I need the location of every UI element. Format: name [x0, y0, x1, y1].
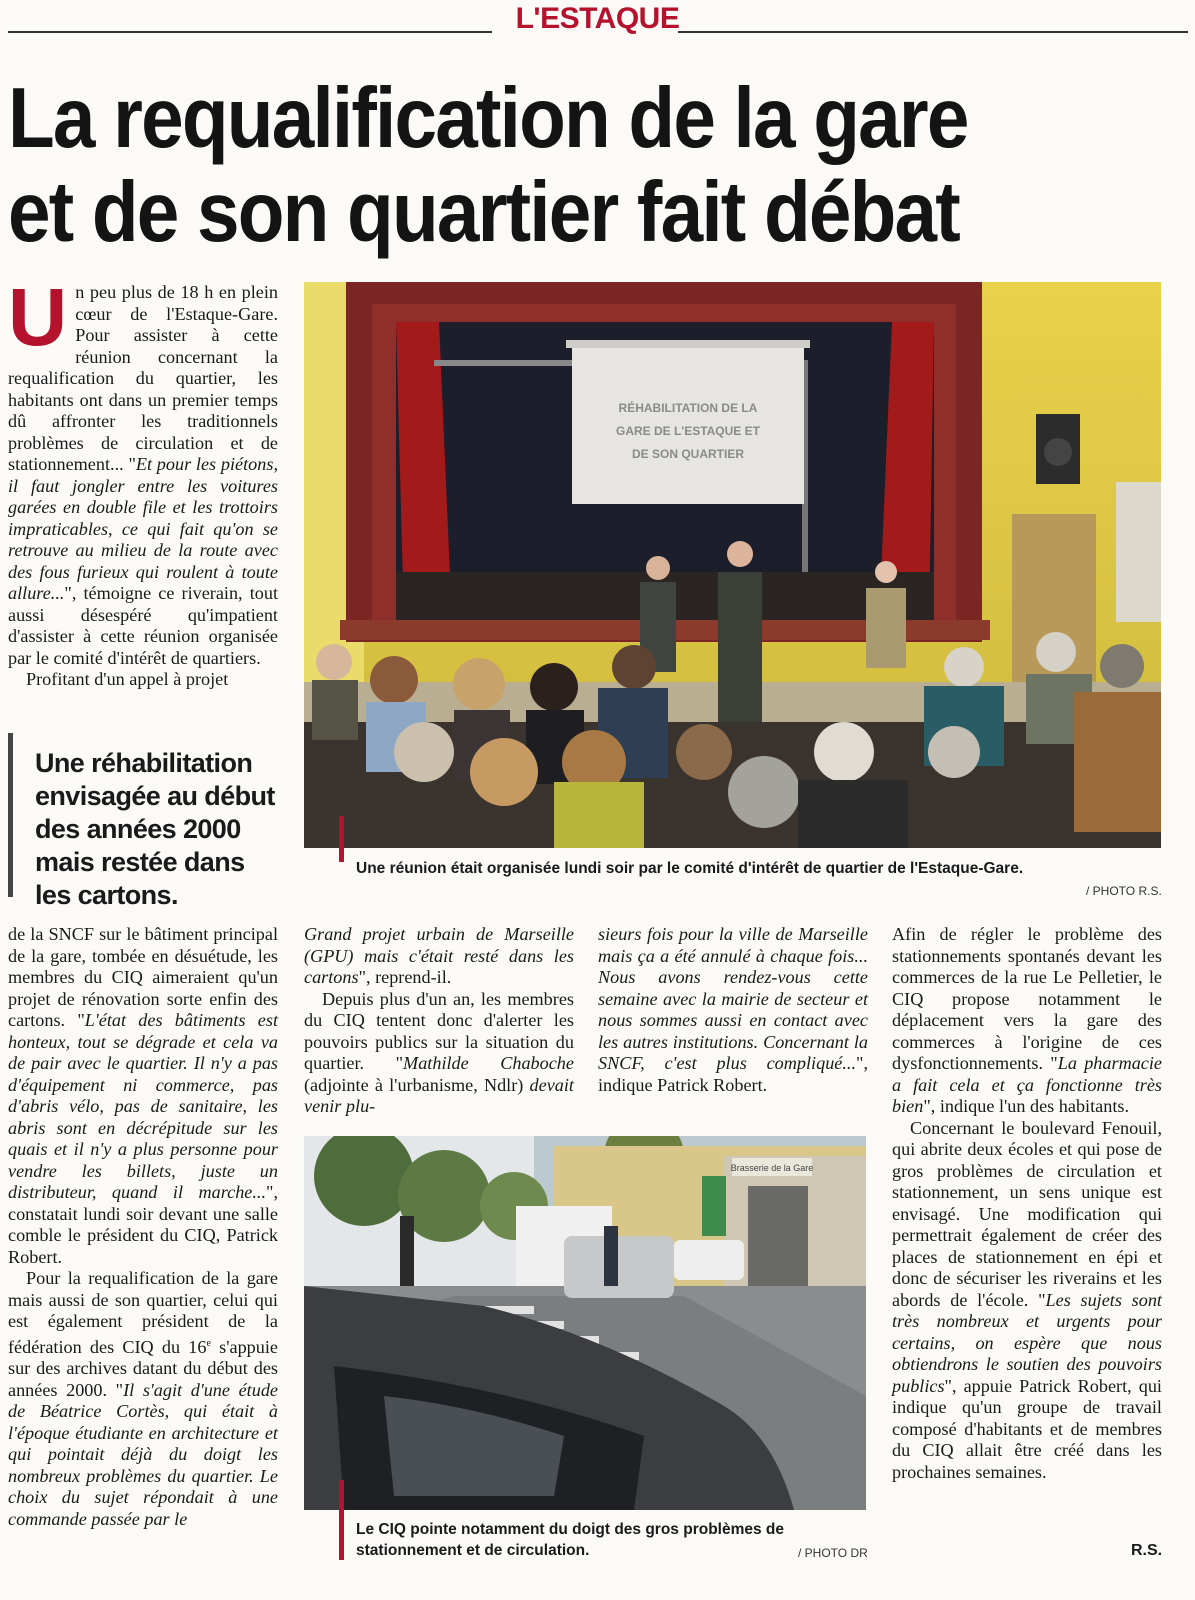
photo-caption-1: Une réunion était organisée lundi soir par le comité d'intérêt de quartier de l'Estaque-Gare. [356, 860, 1024, 877]
col-d-text-d: ", appuie Patrick Robert, qui indique qu'un groupe de travail composé d'habitants et de membres du CIQ allait être créé dans les prochaines semaines. [892, 1375, 1162, 1482]
col-a-paragraph-1 [8, 924, 278, 1268]
meeting-photo-illustration [304, 282, 1161, 848]
photo-caption-2: Le CIQ pointe notamment du doigt des gros problèmes de stationnement et de circulation. [356, 1521, 785, 1559]
col-a-superscript: e [206, 1337, 211, 1349]
col-d-text-c: Concernant le boulevard Fenouil, qui abrite deux écoles et qui pose de gros problèmes de circulation et stationnement, un sens unique est envisagé. Une modification qui permettrait également de créer des places de stationnement en épi et donc de sécuriser les riverains et les abords de l'école. " [892, 1117, 1162, 1310]
col-c-quote: sieurs fois pour la ville de Marseille mais ça a été annulé à chaque fois... Nous avons rendez-vous cette semaine avec la mairie de secteur et nous sommes aussi en contact avec les autres institutions. Concernant la SNCF, c'est plus compliqué... [598, 924, 868, 1073]
screen-text-3: DE SON QUARTIER [631, 447, 745, 461]
col-c-paragraph-1 [598, 924, 868, 1096]
photo-credit-2: / PHOTO DR [798, 1546, 868, 1560]
intro-text-a: n peu plus de 18 h en plein cœur de l'Estaque-Gare. Pour assister à cette réunion concernant la requalification du quartier, les habitants ont dans un premier temps dû affronter les traditionnels problèmes de circulation et de stationnement... " [8, 282, 278, 474]
col-d-quote-1: La pharmacie a fait cela et ça fonctionne très bien [892, 1053, 1162, 1116]
col-a-paragraph-2 [8, 1268, 278, 1530]
intro-paragraph [8, 272, 278, 669]
meeting-photo [304, 282, 1161, 848]
headline-line-2: et de son quartier fait débat [8, 165, 959, 260]
headline-line-1: La requalification de la gare [8, 71, 968, 166]
intro-column [8, 272, 278, 691]
col-b-quote-3: devait venir plu- [304, 1074, 574, 1116]
screen-text: RÉHABILITATION DE LA [618, 401, 758, 415]
col-d-text-a: Afin de régler le problème des stationnements spontanés devant les commerces de la rue Le Pelletier, le CIQ propose notamment le déplacement vers la gare des commerces à l'origine de ces dysfonctionnements. " [892, 924, 1162, 1073]
col-c-text: ", indique Patrick Robert. [598, 1053, 868, 1095]
col-a-quote-2: Il s'agit d'une étude de Béatrice Cortès, qui était à l'époque étudiante en architecture et qui pointait déjà du doigt les nombreux problèmes du quartier. Le choix du sujet répondait à une commande passée par le [8, 1379, 278, 1529]
col-b-text-a: ", reprend-il. [358, 967, 452, 987]
pull-quote: Une réhabilitation envisagée au début des années 2000 mais restée dans les cartons. [8, 733, 280, 897]
col-a-text-a: de la SNCF sur le bâtiment principal de la gare, tombée en désuétude, les membres du CIQ aimeraient qu'un projet de rénovation sorte enfin des cartons. " [8, 924, 278, 1030]
col-b-paragraph-2 [304, 989, 574, 1118]
body-column-d [892, 924, 1162, 1483]
col-d-quote-2: Les sujets sont très nombreux et urgents pour certains, on espère que nous obtiendrons le soutien des pouvoirs publics [892, 1289, 1162, 1396]
screen-text-2: GARE DE L'ESTAQUE ET [616, 424, 760, 438]
section-label: L'ESTAQUE [515, 2, 680, 35]
caption-bar-2 [339, 1480, 344, 1560]
shop-sign: Brasserie de la Gare [730, 1163, 814, 1173]
col-a-text-d: s'appuie sur des archives datant du début des années 2000. " [8, 1336, 278, 1400]
body-column-b [304, 924, 574, 1118]
caption-bar-1 [339, 816, 344, 862]
intro-text-b: ", témoigne ce riverain, tout aussi désespéré qu'impatient d'assister à cette réunion organisée par le comité d'intérêt de quartiers. [8, 583, 278, 668]
col-a-text-b: ", constatait lundi soir devant une salle comble le président du CIQ, Patrick Robert. [8, 1182, 278, 1267]
headline [8, 72, 1070, 260]
street-photo-illustration [304, 1136, 866, 1510]
col-d-paragraph-2 [892, 1118, 1162, 1484]
body-column-c [598, 924, 868, 1096]
photo-credit-1: / PHOTO R.S. [1086, 884, 1162, 898]
body-column-a [8, 924, 278, 1530]
intro-paragraph-2: Profitant d'un appel à projet [26, 669, 229, 689]
author-signature: R.S. [1131, 1542, 1163, 1559]
col-b-quote-1: Grand projet urbain de Marseille (GPU) mais c'était resté dans les cartons [304, 924, 574, 987]
col-b-quote-2: Mathilde Chaboche [403, 1053, 574, 1073]
col-a-quote-1: L'état des bâtiments est honteux, tout se dégrade et cela va de pair avec le quartier. Il n'y a pas d'équipement ni commerce, pas d'abris vélo, pas de sanitaire, les abris sont en décrépitude sur les quais et il n'y a plus personne pour vendre les billets, juste un distributeur, quand il marche... [8, 1010, 279, 1202]
col-d-text-b: ", indique l'un des habitants. [923, 1096, 1130, 1116]
col-b-paragraph-1 [304, 924, 574, 989]
col-b-text-c: (adjointe à l'urbanisme, Ndlr) [304, 1074, 530, 1095]
intro-quote: Et pour les piétons, il faut jongler entre les voitures garées en double file et les trottoirs impraticables, ce qui fait qu'on se retrouve au milieu de la route avec des fous furieux qui roulent à toute allure... [8, 454, 278, 603]
col-b-text-b: Depuis plus d'un an, les membres du CIQ tentent donc d'alerter les pouvoirs publics sur la situation du quartier. " [304, 988, 574, 1073]
col-d-paragraph-1 [892, 924, 1162, 1118]
col-a-text-c: Pour la requalification de la gare mais aussi de son quartier, celui qui est également président de la fédération des CIQ du 16 [8, 1268, 278, 1357]
street-photo [304, 1136, 866, 1510]
drop-cap: U [8, 272, 68, 363]
